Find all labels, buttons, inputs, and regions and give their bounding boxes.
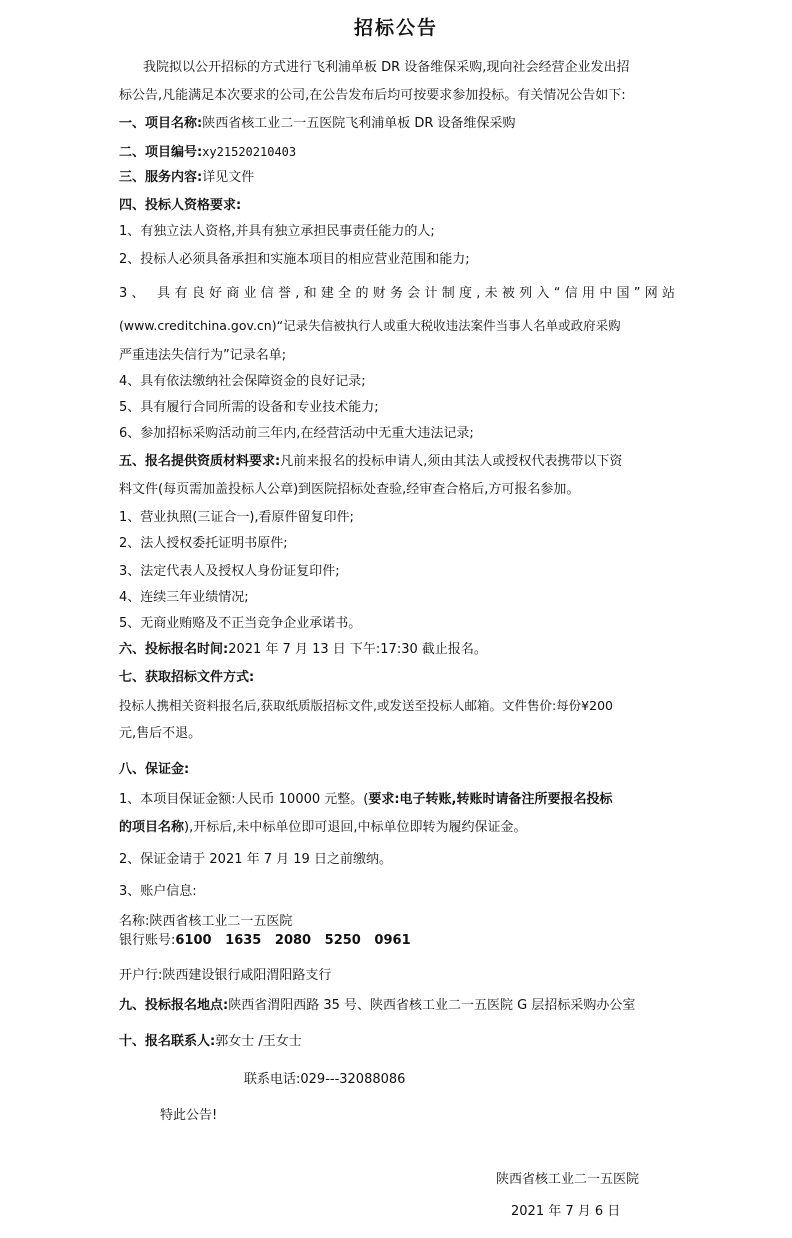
intro-line-2: 标公告,凡能满足本次要求的公司,在公告发布后均可按要求参加投标。有关情况公告如下: bbox=[119, 88, 626, 103]
deposit-item-3: 3、账户信息: bbox=[119, 884, 197, 899]
registration-time-value: 2021 年 7 月 13 日 下午:17:30 截止报名。 bbox=[228, 642, 487, 657]
section-heading: 一、项目名称: bbox=[119, 116, 203, 131]
deposit-refund-text: ),开标后,未中标单位即可退回,中标单位即转为履约保证金。 bbox=[184, 820, 527, 835]
deposit-requirement-continued: 的项目名称 bbox=[119, 820, 185, 835]
qualification-item-continued: 严重违法失信行为”记录名单; bbox=[119, 348, 287, 363]
deposit-item-1 bbox=[119, 790, 612, 810]
deposit-amount-text: 1、本项目保证金额:人民币 10000 元整。( bbox=[119, 792, 369, 807]
project-number-value: xy21520210403 bbox=[202, 145, 297, 159]
signature-date: 2021 年 7 月 6 日 bbox=[511, 1204, 621, 1219]
section-project-name bbox=[119, 114, 516, 134]
section-service-content bbox=[119, 168, 254, 188]
page-title: 招标公告 bbox=[353, 17, 438, 39]
qualification-item: 3、 具有良好商业信誉,和建全的财务会计制度,未被列入“信用中国”网站 bbox=[119, 286, 675, 301]
contact-value: 郭女士 /王女士 bbox=[215, 1034, 302, 1049]
contact-phone: 联系电话:029---32088086 bbox=[244, 1072, 406, 1087]
qualification-item: 1、有独立法人资格,并具有独立承担民事责任能力的人; bbox=[119, 224, 435, 239]
project-name-value: 陕西省核工业二一五医院飞利浦单板 DR 设备维保采购 bbox=[202, 116, 516, 131]
account-number-label: 银行账号: bbox=[119, 933, 176, 948]
section-heading: 三、服务内容: bbox=[119, 170, 203, 185]
qualification-item-continued: (www.creditchina.gov.cn)“记录失信被执行人或重大税收违法案件当事人名单或政府采购 bbox=[119, 318, 621, 333]
section-heading: 二、项目编号: bbox=[119, 145, 203, 160]
section-obtain-docs-heading: 七、获取招标文件方式: bbox=[119, 670, 255, 685]
section-materials bbox=[119, 452, 622, 472]
section-contact bbox=[119, 1032, 302, 1052]
materials-item: 1、营业执照(三证合一),看原件留复印件; bbox=[119, 510, 354, 525]
section-heading: 九、投标报名地点: bbox=[119, 998, 229, 1013]
registration-location-value: 陕西省渭阳西路 35 号、陕西省核工业二一五医院 G 层招标采购办公室 bbox=[228, 998, 636, 1013]
qualification-item: 4、具有依法缴纳社会保障资金的良好记录; bbox=[119, 374, 366, 389]
section-registration-time bbox=[119, 640, 487, 660]
service-content-value: 详见文件 bbox=[202, 170, 255, 185]
obtain-docs-line: 元,售后不退。 bbox=[119, 726, 202, 741]
section-heading: 六、投标报名时间: bbox=[119, 642, 229, 657]
account-name: 名称:陕西省核工业二一五医院 bbox=[119, 914, 293, 929]
signature-organization: 陕西省核工业二一五医院 bbox=[496, 1172, 640, 1187]
qualification-item: 5、具有履行合同所需的设备和专业技术能力; bbox=[119, 400, 379, 415]
materials-item: 3、法定代表人及授权人身份证复印件; bbox=[119, 564, 340, 579]
deposit-item-2: 2、保证金请于 2021 年 7 月 19 日之前缴纳。 bbox=[119, 852, 392, 867]
qualification-item: 6、参加招标采购活动前三年内,在经营活动中无重大违法记录; bbox=[119, 426, 474, 441]
intro-line-1: 我院拟以公开招标的方式进行飞利浦单板 DR 设备维保采购,现向社会经营企业发出招 bbox=[143, 60, 630, 75]
deposit-requirement: 要求:电子转账,转账时请备注所要报名投标 bbox=[368, 792, 613, 807]
materials-item: 4、连续三年业绩情况; bbox=[119, 590, 249, 605]
closing-text: 特此公告! bbox=[160, 1108, 218, 1123]
obtain-docs-line: 投标人携相关资料报名后,获取纸质版招标文件,或发送至投标人邮箱。文件售价:每份¥200 bbox=[119, 698, 613, 713]
account-number-value: 6100 1635 2080 5250 0961 bbox=[175, 933, 411, 948]
materials-item: 2、法人授权委托证明书原件; bbox=[119, 536, 288, 551]
materials-lead: 凡前来报名的投标申请人,须由其法人或授权代表携带以下资 bbox=[280, 454, 623, 469]
account-bank: 开户行:陕西建设银行咸阳渭阳路支行 bbox=[119, 968, 332, 983]
section-heading: 十、报名联系人: bbox=[119, 1034, 216, 1049]
section-deposit-heading: 八、保证金: bbox=[119, 762, 190, 777]
materials-lead-continued: 料文件(每页需加盖投标人公章)到医院招标处查验,经审查合格后,方可报名参加。 bbox=[119, 482, 580, 497]
section-project-number bbox=[119, 142, 296, 163]
section-registration-location bbox=[119, 996, 635, 1016]
section-qualification-heading: 四、投标人资格要求: bbox=[119, 198, 242, 213]
deposit-item-1-continued bbox=[119, 818, 527, 838]
qualification-item: 2、投标人必须具备承担和实施本项目的相应营业范围和能力; bbox=[119, 252, 470, 267]
account-number bbox=[119, 931, 411, 951]
materials-item: 5、无商业贿赂及不正当竞争企业承诺书。 bbox=[119, 616, 362, 631]
section-heading: 五、报名提供资质材料要求: bbox=[119, 454, 281, 469]
